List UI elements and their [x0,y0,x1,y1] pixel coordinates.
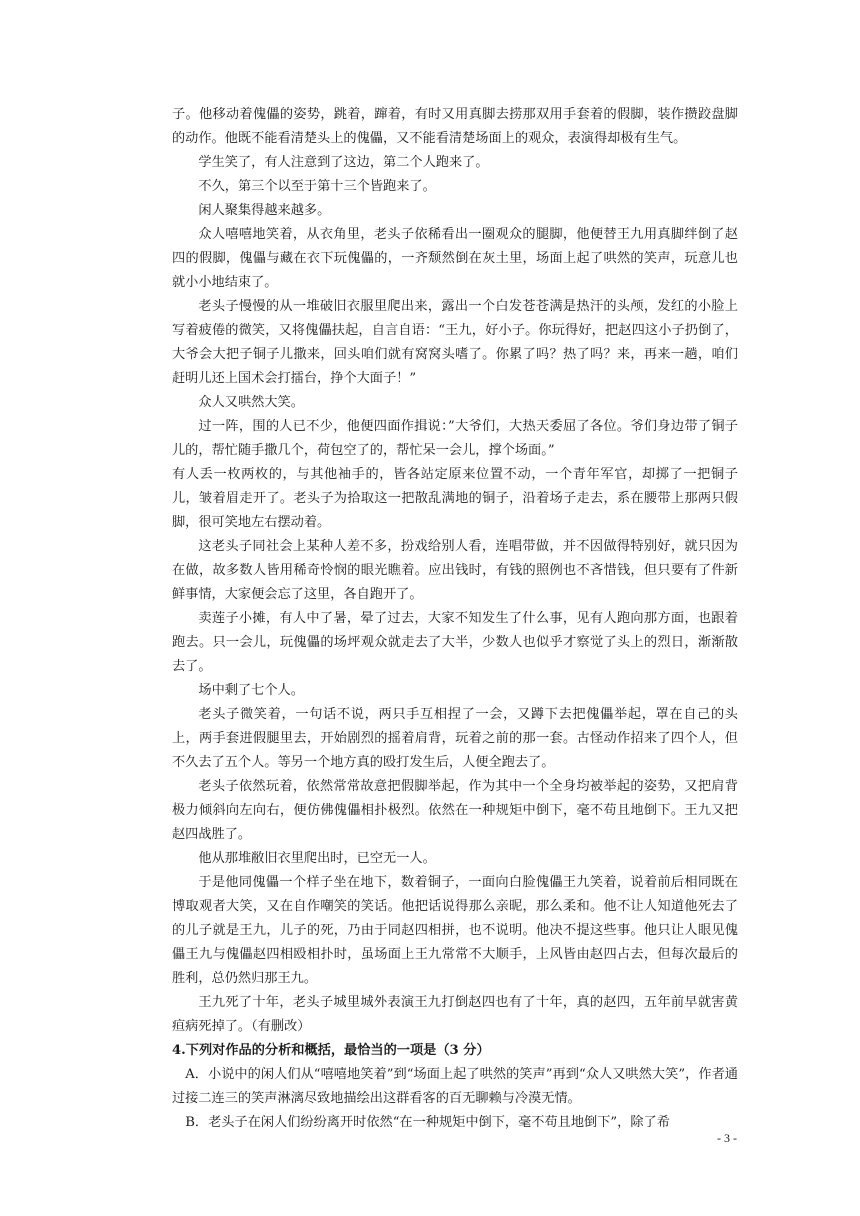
paragraph: 场中剩了七个人。 [198,683,304,698]
page-number: - 3 - [717,1131,737,1145]
paragraph: 王九死了十年，老头子城里城外表演王九打倒赵四也有了十年，真的赵四，五年前早就害黄疸病死掉了。（有删改） [172,995,738,1034]
paragraph: 闲人聚集得越来越多。 [198,203,331,218]
paragraph: 众人又哄然大笑。 [198,395,304,410]
paragraph: 有人丢一枚两枚的，与其他袖手的，皆各站定原来位置不动，一个青年军官，却掷了一把铜子儿，皱着眉走开了。老头子为拾取这一把散乱满地的铜子，沿着场子走去，系在腰带上那两只假脚，很可笑地左右摆动着。 [172,467,738,530]
text-body [172,103,738,1135]
paragraph: 他从那堆敝旧衣里爬出时，已空无一人。 [198,851,436,866]
paragraph: 不久，第三个以至于第十三个皆跑来了。 [198,179,436,194]
paragraph: 于是他同傀儡一个样子坐在地下，数着铜子，一面向白脸傀儡王九笑着，说着前后相同既在博取观者大笑，又在自作嘲笑的笑话。他把话说得那么亲昵，那么柔和。他不让人知道他死去了的儿子就是王九，儿子的死，乃由于同赵四相拼，也不说明。他决不提这些事。他只让人眼见傀儡王九与傀儡赵四相殴相扑时，虽场面上王九常常不大顺手，上风皆由赵四占去，但每次最后的胜利，总仍然归那王九。 [172,875,738,986]
paragraph: 老头子慢慢的从一堆破旧衣服里爬出来，露出一个白发苍苍满是热汗的头颅，发红的小脸上写着疲倦的微笑，又将傀儡扶起，自言自语：“王九，好小子。你玩得好，把赵四这小子扔倒了，大爷会大把子铜子儿撒来，回头咱们就有窝窝头嗜了。你累了吗？热了吗？来，再来一趟，咱们赶明儿还上国术会打擂台，挣个大面子！” [172,299,738,386]
paragraph: 学生笑了，有人注意到了这边，第二个人跑来了。 [198,155,489,170]
answer-option-b: B．老头子在闲人们纷纷离开时依然“在一种规矩中倒下，毫不苟且地倒下”，除了希 [185,1115,670,1130]
paragraph: 老头子依然玩着，依然常常故意把假脚举起，作为其中一个全身均被举起的姿势，又把肩背极力倾斜向左向右，便仿佛傀儡相扑极烈。依然在一种规矩中倒下，毫不苟且地倒下。王九又把赵四战胜了。 [172,779,738,842]
paragraph: 卖莲子小摊，有人中了暑，晕了过去，大家不知发生了什么事，见有人跑向那方面，也跟着跑去。只一会儿，玩傀儡的场坪观众就走去了大半，少数人也似乎才察觉了头上的烈日，渐渐散去了。 [172,611,738,674]
question-stem: 4.下列对作品的分析和概括，最恰当的一项是（3 分） [172,1043,490,1058]
paragraph: 子。他移动着傀儡的姿势，跳着，蹿着，有时又用真脚去捞那双用手套着的假脚，装作攒跤盘脚的动作。他既不能看清楚头上的傀儡，又不能看清楚场面上的观众，表演得却极有生气。 [172,107,738,146]
paragraph: 众人嘻嘻地笑着，从衣角里，老头子依稀看出一圈观众的腿脚，他便替王九用真脚绊倒了赵四的假脚，傀儡与藏在衣下玩傀儡的，一齐颓然倒在灰土里，场面上起了哄然的笑声，玩意儿也就小小地结束了。 [172,227,738,290]
paragraph: 过一阵，围的人已不少，他便四面作揖说：”大爷们，大热天委屈了各位。爷们身边带了铜子儿的，帮忙随手撒几个，荷包空了的，帮忙呆一会儿，撑个场面。” [172,419,738,458]
paragraph: 老头子微笑着，一句话不说，两只手互相捏了一会，又蹲下去把傀儡举起，罩在自己的头上，两手套进假腿里去，开始剧烈的摇着肩背，玩着之前的那一套。古怪动作招来了四个人，但不久去了五个人。等另一个地方真的殴打发生后，人便全跑去了。 [172,707,738,770]
answer-option-a: A．小说中的闲人们从“嘻嘻地笑着”到“场面上起了哄然的笑声”再到“众人又哄然大笑”，作者通过接二连三的笑声淋漓尽致地描绘出这群看客的百无聊赖与冷漠无情。 [172,1067,738,1106]
paragraph: 这老头子同社会上某种人差不多，扮戏给别人看，连唱带做，并不因做得特别好，就只因为在做，故多数人皆用稀奇怜悯的眼光瞧着。应出钱时，有钱的照例也不吝惜钱，但只要有了件新鲜事情，大家便会忘了这里，各自跑开了。 [172,539,738,602]
